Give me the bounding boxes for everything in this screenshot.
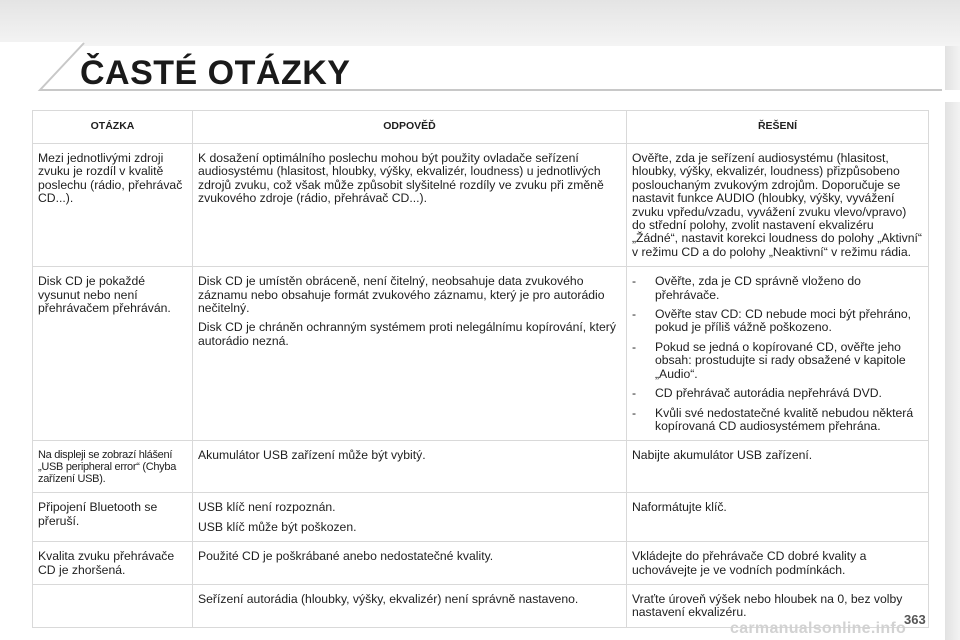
page-number: 363 <box>904 612 926 627</box>
answer-cell: Použité CD je poškrábané anebo nedostatečné kvality. <box>193 542 627 585</box>
column-header-solution: ŘEŠENÍ <box>627 111 929 144</box>
header-band <box>0 0 960 46</box>
table-row <box>33 493 929 542</box>
answer-cell: K dosažení optimálního poslechu mohou být použity ovladače seřízení audiosystému (hlasitost, hloubky, výšky, ekvalizér, loudness) u jednotlivých zdrojů zvuku, což však může způsobit slyšitelné rozdíly ve zvuku při změně zvukového zdroje (rádio, přehrávač CD...). <box>193 144 627 267</box>
solution-cell <box>627 267 929 441</box>
column-header-question: OTÁZKA <box>33 111 193 144</box>
answer-paragraph: Disk CD je chráněn ochranným systémem proti nelegálnímu kopírování, který autorádio nezná. <box>198 320 616 348</box>
question-cell: Připojení Bluetooth se přeruší. <box>33 493 193 542</box>
answer-paragraph: USB klíč není rozpoznán. <box>198 500 336 515</box>
answer-paragraph: USB klíč může být poškozen. <box>198 519 357 534</box>
answer-cell: Akumulátor USB zařízení může být vybitý. <box>193 441 627 493</box>
solution-cell: Naformátujte klíč. <box>627 493 929 542</box>
answer-cell: Seřízení autorádia (hloubky, výšky, ekvalizér) není správně nastaveno. <box>193 584 627 627</box>
list-item: - Ověřte, zda je CD správně vloženo do přehrávače. <box>632 275 922 302</box>
page-title: ČASTÉ OTÁZKY <box>80 54 351 92</box>
faq-table <box>32 110 929 628</box>
list-item: - Kvůli své nedostatečné kvalitě nebudou některá kopírovaná CD audiosystémem přehrána. <box>632 407 922 434</box>
solution-cell: Vraťte úroveň výšek nebo hloubek na 0, bez volby nastavení ekvalizéru. <box>627 584 929 627</box>
side-strip <box>945 46 960 640</box>
answer-cell <box>193 493 627 542</box>
table-row <box>33 267 929 441</box>
table-row <box>33 542 929 585</box>
solution-cell: Nabijte akumulátor USB zařízení. <box>627 441 929 493</box>
question-cell <box>33 584 193 627</box>
table-row <box>33 441 929 493</box>
solution-cell: Ověřte, zda je seřízení audiosystému (hlasitost, hloubky, výšky, ekvalizér, loudness) přizpůsobeno poslouchaným zvukovým zdrojům. Doporučuje se nastavit funkce AUDIO (hloubky, výšky, vyvážení zvuku vpředu/vzadu, vyvážení zvuku vlevo/vpravo) do střední polohy, zvolit nastavení ekvalizéru „Žádné“, nastavit korekci loudness do polohy „Aktivní“ v režimu CD a do polohy „Neaktivní“ v režimu rádia. <box>627 144 929 267</box>
answer-cell <box>193 267 627 441</box>
solution-list <box>632 275 922 433</box>
question-cell: Mezi jednotlivými zdroji zvuku je rozdíl v kvalitě poslechu (rádio, přehrávač CD...). <box>33 144 193 267</box>
list-item: - Pokud se jedná o kopírované CD, ověřte jeho obsah: prostudujte si rady obsažené v kapitole „Audio“. <box>632 341 922 381</box>
column-header-answer: ODPOVĚĎ <box>193 111 627 144</box>
solution-cell: Vkládejte do přehrávače CD dobré kvality a uchovávejte je ve vodních podmínkách. <box>627 542 929 585</box>
table-header-row <box>33 111 929 144</box>
question-cell: Disk CD je pokaždé vysunut nebo není přehrávačem přehráván. <box>33 267 193 441</box>
question-cell: Na displeji se zobrazí hlášení „USB peripheral error“ (Chyba zařízení USB). <box>33 441 193 493</box>
table-row <box>33 144 929 267</box>
list-item: - CD přehrávač autorádia nepřehrává DVD. <box>632 387 922 400</box>
list-item: - Ověřte stav CD: CD nebude moci být přehráno, pokud je příliš vážně poškozeno. <box>632 308 922 335</box>
watermark: carmanualsonline.info <box>730 620 907 637</box>
answer-paragraph: Disk CD je umístěn obráceně, není čitelný, neobsahuje data zvukového záznamu nebo obsahuje formát zvukového záznamu, který je pro autorádio nečitelný. <box>198 274 605 316</box>
question-cell: Kvalita zvuku přehrávače CD je zhoršená. <box>33 542 193 585</box>
